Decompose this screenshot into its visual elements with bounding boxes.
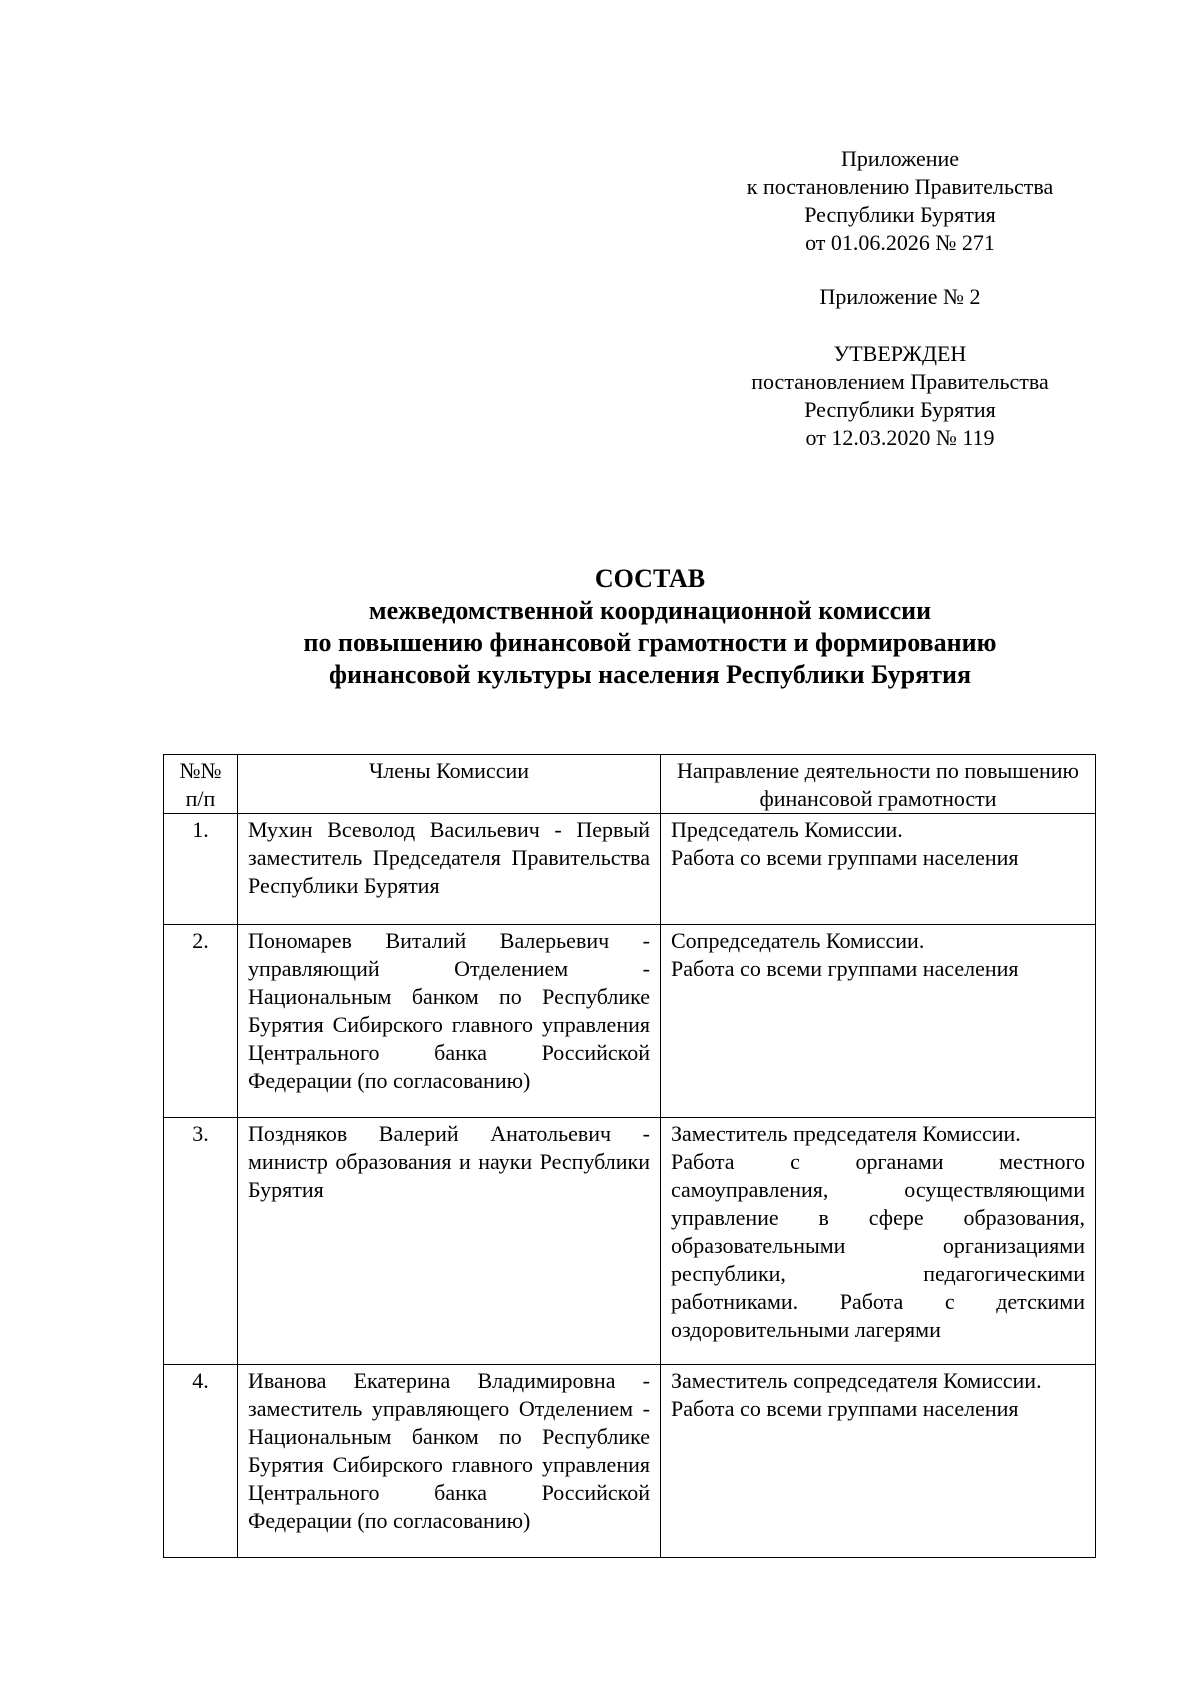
table-header-row bbox=[164, 755, 1096, 814]
appendix-header-date: от 01.06.2026 № 271 bbox=[805, 230, 995, 255]
direction-cell bbox=[661, 1118, 1096, 1365]
direction-role: Заместитель сопредседателя Комиссии. bbox=[671, 1368, 1042, 1393]
approval-line: УТВЕРЖДЕН bbox=[833, 341, 967, 366]
title-line: СОСТАВ bbox=[594, 564, 706, 593]
approval-date: от 12.03.2020 № 119 bbox=[805, 425, 995, 450]
title-line: межведомственной координационной комиссии bbox=[368, 596, 932, 625]
direction-text: Работа с органами местного самоуправления, осуществляющими управление в сфере образования, образовательными организациями республики, педагогическими работниками. Работа с детскими оздоровительными лагерями bbox=[671, 1149, 1085, 1342]
appendix-header-line: Приложение bbox=[840, 146, 960, 171]
approval-line: постановлением Правительства bbox=[751, 369, 1049, 394]
appendix-header bbox=[700, 145, 1100, 257]
table-row bbox=[164, 1118, 1096, 1365]
direction-cell bbox=[661, 814, 1096, 925]
row-number: 3. bbox=[164, 1118, 238, 1365]
approval-block bbox=[700, 340, 1100, 452]
member-cell: Поздняков Валерий Анатольевич - министр образования и науки Республики Бурятия bbox=[238, 1118, 661, 1365]
member-cell: Пономарев Виталий Валерьевич - управляющий Отделением - Национальным банком по Республике Бурятия Сибирского главного управления Центрального банка Российской Федерации (по согласованию) bbox=[238, 925, 661, 1118]
direction-text: Работа со всеми группами населения bbox=[671, 845, 1019, 870]
direction-role: Председатель Комиссии. bbox=[671, 817, 903, 842]
direction-cell bbox=[661, 925, 1096, 1118]
table-row bbox=[164, 814, 1096, 925]
table-row bbox=[164, 1365, 1096, 1558]
table-row bbox=[164, 925, 1096, 1118]
title-line: финансовой культуры населения Республики Бурятия bbox=[328, 660, 972, 689]
appendix-number bbox=[700, 283, 1100, 311]
appendix-number-text: Приложение № 2 bbox=[819, 284, 981, 309]
title-line: по повышению финансовой грамотности и формированию bbox=[303, 628, 997, 657]
member-cell: Иванова Екатерина Владимировна - заместитель управляющего Отделением - Национальным банком по Республике Бурятия Сибирского главного управления Центрального банка Российской Федерации (по согласованию) bbox=[238, 1365, 661, 1558]
header-members: Члены Комиссии bbox=[238, 755, 661, 814]
document-title bbox=[150, 563, 1150, 691]
members-table bbox=[163, 754, 1096, 1558]
direction-text: Работа со всеми группами населения bbox=[671, 956, 1019, 981]
row-number: 1. bbox=[164, 814, 238, 925]
direction-cell bbox=[661, 1365, 1096, 1558]
member-cell: Мухин Всеволод Васильевич - Первый заместитель Председателя Правительства Республики Бурятия bbox=[238, 814, 661, 925]
header-num: №№ п/п bbox=[164, 755, 238, 814]
appendix-header-line: Республики Бурятия bbox=[804, 202, 996, 227]
approval-line: Республики Бурятия bbox=[804, 397, 996, 422]
appendix-header-line: к постановлению Правительства bbox=[746, 174, 1054, 199]
direction-text: Работа со всеми группами населения bbox=[671, 1396, 1019, 1421]
row-number: 4. bbox=[164, 1365, 238, 1558]
direction-role: Сопредседатель Комиссии. bbox=[671, 928, 925, 953]
row-number: 2. bbox=[164, 925, 238, 1118]
header-direction: Направление деятельности по повышению финансовой грамотности bbox=[661, 755, 1096, 814]
direction-role: Заместитель председателя Комиссии. bbox=[671, 1121, 1021, 1146]
